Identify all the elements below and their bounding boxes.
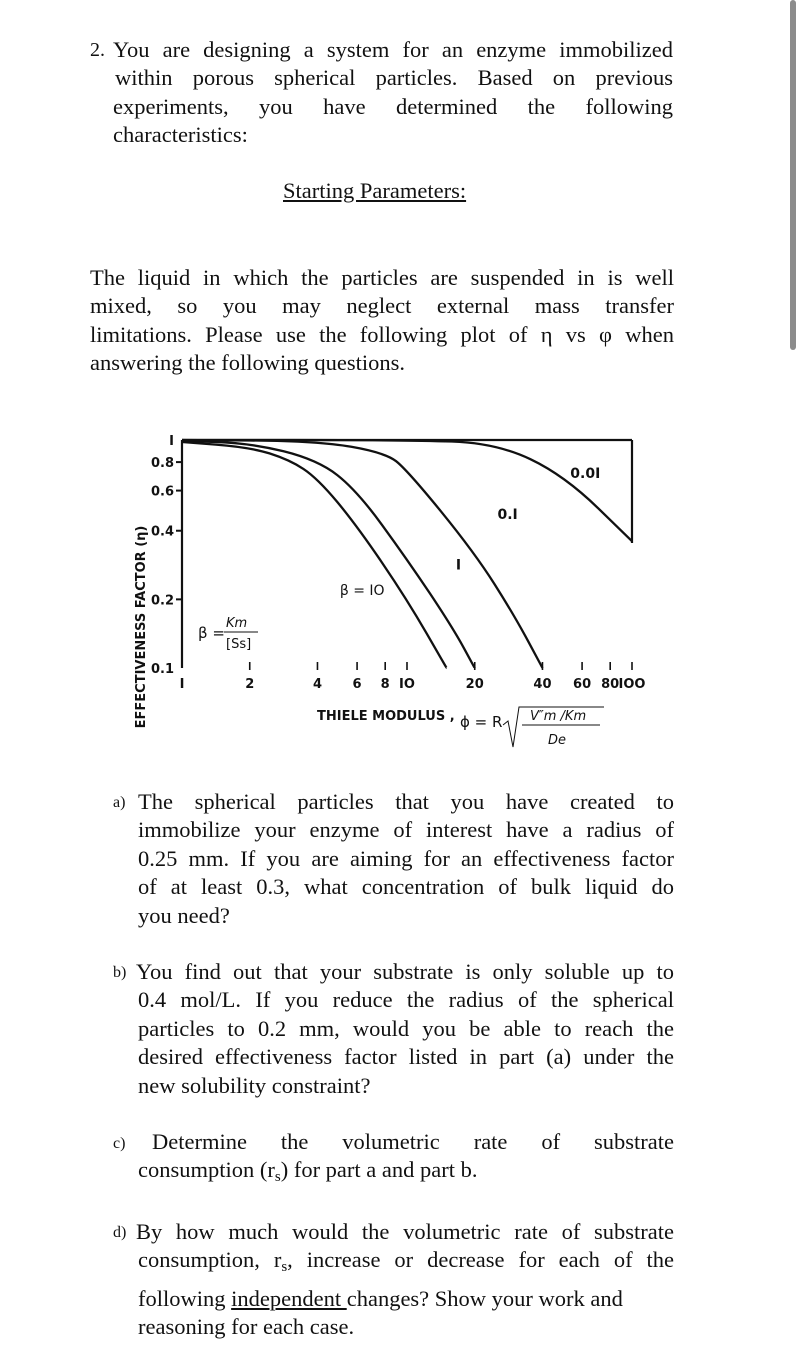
text-line: Determine the volumetric rate of substrate (152, 1129, 674, 1154)
x-tick-label: I (179, 677, 185, 692)
series-label: 0.0I (570, 466, 601, 483)
y-tick-label: 0.6 (150, 484, 174, 500)
y-tick-label: 0.8 (150, 456, 174, 472)
text-line: reasoning for each case. (138, 1314, 355, 1340)
series-line (182, 441, 475, 668)
text-fragment: consumption, r (138, 1247, 282, 1273)
y-tick-label: 0.2 (150, 593, 174, 609)
text-line: new solubility constraint? (138, 1072, 371, 1098)
series-label: 0.I (497, 507, 518, 524)
x-tick-label: IOO (618, 677, 646, 692)
text-line: 0.25 mm. If you are aiming for an effectiveness factor (138, 845, 674, 871)
x-axis-label: THIELE MODULUS , (317, 709, 455, 724)
text-line: you need? (138, 902, 230, 928)
series-line (182, 440, 632, 541)
question-c (152, 1128, 674, 1156)
x-tick-label: 40 (533, 677, 552, 692)
beta-lhs: β = (198, 624, 225, 642)
x-tick-label: 4 (312, 677, 322, 692)
scrollbar[interactable] (790, 0, 796, 350)
question-a-marker: a) (113, 794, 126, 811)
y-tick-label: 0.1 (150, 662, 174, 677)
text-fragment: consumption (r (138, 1157, 275, 1182)
text-line: within porous spherical particles. Based on previous (115, 65, 673, 91)
text-line: By how much would the volumetric rate of substrate (136, 1219, 674, 1244)
subscript: s (281, 1259, 288, 1276)
y-axis-label: EFFECTIVENESS FACTOR (η) (134, 525, 149, 729)
chart-svg (120, 405, 680, 755)
thiele-den: De (548, 733, 567, 748)
thiele-num: V″m /Km (530, 709, 587, 724)
subscript: s (274, 1169, 281, 1185)
problem-number: 2. (90, 39, 105, 61)
question-c-line2 (138, 1156, 678, 1191)
question-b-marker: b) (113, 964, 127, 981)
question-c-marker: c) (113, 1135, 126, 1152)
x-tick-label: 8 (380, 677, 390, 692)
text-line: experiments, you have determined the following (113, 93, 673, 119)
effectiveness-chart (120, 405, 680, 760)
question-d (136, 1218, 674, 1342)
text-fragment: following (138, 1285, 232, 1311)
text-fragment: ) for part a and part b. (280, 1157, 478, 1182)
thiele-lhs: ϕ = R (460, 713, 503, 731)
text-line: The spherical particles that you have created to (138, 789, 674, 814)
text-line: The liquid in which the particles are suspended in is well (90, 265, 674, 290)
text-line: desired effectiveness factor listed in part (a) under the (138, 1044, 674, 1070)
text-line: particles to 0.2 mm, would you be able to reach the (138, 1015, 674, 1041)
problem-intro (113, 36, 673, 150)
text-line: mixed, so you may neglect external mass transfer (90, 293, 674, 319)
text-line: 0.4 mol/L. If you reduce the radius of the spherical (138, 987, 674, 1013)
text-line: You find out that your substrate is only soluble up to (136, 959, 674, 984)
question-a (138, 788, 674, 930)
parameters-heading: Starting Parameters: (283, 178, 467, 203)
x-tick-label: 20 (465, 677, 484, 692)
beta-den: [Ss] (226, 637, 252, 652)
problem-context (90, 264, 674, 378)
text-line: limitations. Please use the following plot of η vs φ when (90, 321, 674, 347)
text-fragment: , increase or decrease for each of the (287, 1247, 675, 1273)
series-label: I (455, 557, 462, 574)
text-line: immobilize your enzyme of interest have a radius of (138, 817, 674, 843)
text-line: answering the following questions. (90, 350, 405, 376)
text-line: of at least 0.3, what concentration of bulk liquid do (138, 874, 674, 900)
y-tick-label: I (169, 434, 174, 449)
series-label: β = IO (339, 582, 385, 599)
x-tick-label: IO (399, 677, 415, 692)
y-tick-label: 0.4 (150, 524, 174, 540)
text-fragment: changes? Show your work and (346, 1285, 623, 1311)
x-tick-label: 2 (245, 677, 255, 692)
underlined-word: independent (231, 1285, 347, 1311)
series-line (182, 440, 543, 668)
x-tick-label: 60 (573, 677, 592, 692)
question-d-marker: d) (113, 1224, 127, 1241)
text-line: characteristics: (113, 122, 248, 148)
beta-num: Km (226, 616, 248, 631)
x-tick-label: 80 (601, 677, 620, 692)
question-b (136, 958, 674, 1100)
x-tick-label: 6 (352, 677, 362, 692)
text-line: You are designing a system for an enzyme immobilized (113, 37, 673, 62)
